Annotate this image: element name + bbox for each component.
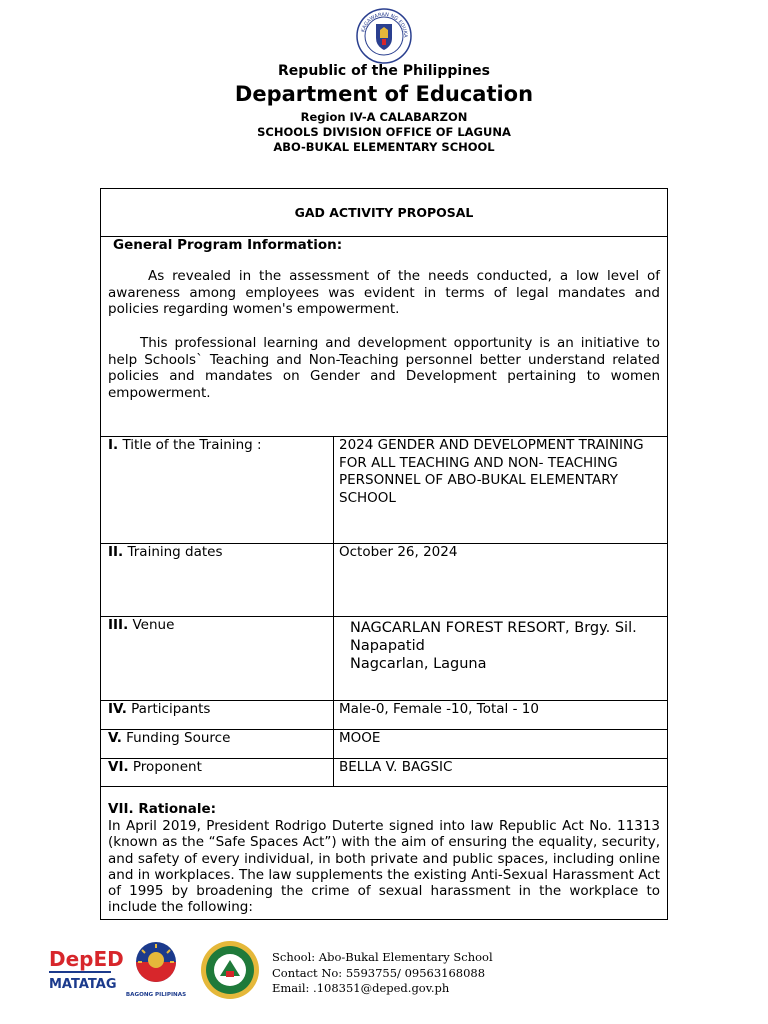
row-label: V. Funding Source bbox=[108, 730, 231, 746]
training-dates-value: October 26, 2024 bbox=[339, 544, 458, 560]
school-name-line: School: Abo-Bukal Elementary School bbox=[272, 950, 493, 964]
general-paragraph-2: This professional learning and development opportunity is an initiative to help Schools` Teaching and Non-Teaching personnel better understand related policies and mandates on Gender and Development pertaining to women empowerment. bbox=[108, 335, 660, 401]
table-row-participants bbox=[101, 701, 667, 730]
division-heading: SCHOOLS DIVISION OFFICE OF LAGUNA bbox=[257, 125, 511, 139]
proponent-value: BELLA V. BAGSIC bbox=[339, 759, 453, 775]
row-label: II. Training dates bbox=[108, 544, 223, 560]
table-row-funding bbox=[101, 730, 667, 759]
table-row-venue bbox=[101, 617, 667, 701]
participants-value: Male-0, Female -10, Total - 10 bbox=[339, 701, 539, 717]
contact-number-line: Contact No: 5593755/ 09563168088 bbox=[272, 965, 486, 980]
region-heading: Region IV-A CALABARZON bbox=[300, 110, 468, 124]
rationale-text: In April 2019, President Rodrigo Duterte signed into law Republic Act No. 11313 (known as the “Safe Spaces Act”) with the aim of ensuring the equality, security, and safety of every individual, in both private and public spaces, including online and in workplaces. The law supplements the existing Anti-Sexual Harassment Act of 1995 by broadening the crime of sexual harassment in the workplace to include the following: bbox=[108, 818, 660, 916]
training-title-value: 2024 GENDER AND DEVELOPMENT TRAINING FOR ALL TEACHING AND NON- TEACHING PERSONNEL OF ABO-BUKAL ELEMENTARY SCHOOL bbox=[339, 437, 644, 506]
table-row-proponent bbox=[101, 759, 667, 787]
table-row-title bbox=[101, 437, 667, 544]
republic-heading: Republic of the Philippines bbox=[278, 63, 490, 79]
svg-text:BAGONG PILIPINAS: BAGONG PILIPINAS bbox=[125, 992, 187, 998]
school-contact-block bbox=[272, 950, 493, 997]
rationale-heading: VII. Rationale: bbox=[108, 801, 217, 817]
general-paragraph-1: As revealed in the assessment of the needs conducted, a low level of awareness among employees was evident in terms of legal mandates and policies regarding women's empowerment. bbox=[108, 268, 660, 317]
row-label: IV. Participants bbox=[108, 701, 211, 717]
email-line: Email: .108351@deped.gov.ph bbox=[272, 981, 450, 995]
table-row-dates bbox=[101, 544, 667, 617]
row-label: VI. Proponent bbox=[108, 759, 202, 775]
seal-text: KAGAWARAN NG EDUKA bbox=[360, 11, 409, 38]
svg-text:DepED: DepED bbox=[49, 947, 124, 971]
proposal-table bbox=[100, 188, 668, 920]
bagong-pilipinas-logo bbox=[123, 938, 189, 1002]
school-heading: ABO-BUKAL ELEMENTARY SCHOOL bbox=[273, 140, 495, 154]
rationale-section bbox=[101, 787, 667, 921]
svg-text:MATATAG: MATATAG bbox=[49, 977, 117, 992]
proposal-title: GAD ACTIVITY PROPOSAL bbox=[101, 189, 667, 237]
school-seal-logo bbox=[200, 940, 260, 1000]
department-heading: Department of Education bbox=[234, 82, 534, 106]
deped-seal-logo bbox=[356, 8, 412, 64]
row-label: I. Title of the Training : bbox=[108, 437, 262, 453]
venue-value: NAGCARLAN FOREST RESORT, Brgy. Sil. Napapatid Nagcarlan, Laguna bbox=[350, 620, 637, 672]
general-program-section bbox=[101, 237, 667, 437]
general-program-heading: General Program Information: bbox=[113, 237, 343, 253]
row-label: III. Venue bbox=[108, 617, 175, 633]
funding-value: MOOE bbox=[339, 730, 381, 746]
deped-matatag-logo bbox=[47, 938, 124, 996]
